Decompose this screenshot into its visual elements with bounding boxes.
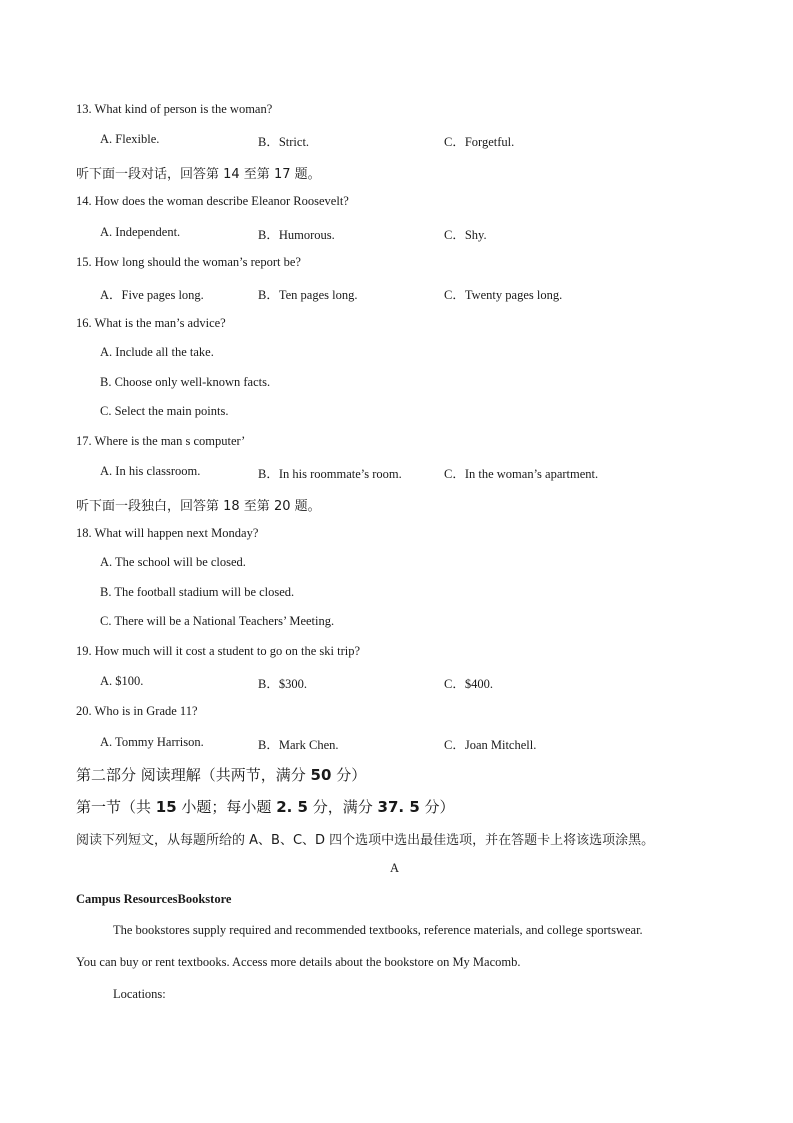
- question-17: 17. Where is the man s computer’: [76, 434, 246, 448]
- question-19: 19. How much will it cost a student to go on the ski trip?: [76, 644, 360, 658]
- section-total-score: 37. 5: [377, 798, 420, 816]
- part-title-score: 50: [310, 766, 332, 784]
- q16-option-c: C. Select the main points.: [100, 404, 229, 418]
- section-each-score: 2. 5: [276, 798, 308, 816]
- section-post: 分）: [419, 798, 455, 816]
- question-18: 18. What will happen next Monday?: [76, 526, 259, 540]
- q20-option-a: A. Tommy Harrison.: [100, 735, 204, 749]
- q17-option-c: C．In the woman’s apartment.: [444, 467, 599, 481]
- q15-option-a: A．Five pages long.: [100, 288, 204, 302]
- q13-option-b: B．Strict.: [258, 135, 310, 149]
- section-count: 15: [155, 798, 177, 816]
- passage-title: Campus ResourcesBookstore: [76, 892, 232, 906]
- passage-para1-line2: You can buy or rent textbooks. Access more details about the bookstore on My Macomb.: [76, 955, 521, 969]
- q13-option-c: C．Forgetful.: [444, 135, 515, 149]
- section-mid2: 分，满分: [308, 798, 378, 816]
- passage-letter: A: [390, 861, 400, 875]
- q15-option-c: C．Twenty pages long.: [444, 288, 563, 302]
- section-pre: 第一节（共: [76, 798, 156, 816]
- q16-option-b: B. Choose only well-known facts.: [100, 375, 271, 389]
- q20-option-b: B．Mark Chen.: [258, 738, 339, 752]
- q19-option-a: A. $100.: [100, 674, 144, 688]
- q20-option-c: C．Joan Mitchell.: [444, 738, 537, 752]
- q18-option-a: A. The school will be closed.: [100, 555, 246, 569]
- passage-locations: Locations:: [113, 987, 166, 1001]
- instruction-14-17: 听下面一段对话，回答第 14 至第 17 题。: [76, 167, 321, 182]
- part-two-title: [76, 764, 366, 785]
- q14-option-a: A. Independent.: [100, 225, 181, 239]
- question-14: 14. How does the woman describe Eleanor Roosevelt?: [76, 194, 349, 208]
- q16-option-a: A. Include all the take.: [100, 345, 214, 359]
- instruction-18-20: 听下面一段独白，回答第 18 至第 20 题。: [76, 499, 321, 514]
- section-one-title: [76, 796, 455, 817]
- q18-option-b: B. The football stadium will be closed.: [100, 585, 295, 599]
- q17-option-a: A. In his classroom.: [100, 464, 201, 478]
- q19-option-b: B．$300.: [258, 677, 307, 691]
- section-mid1: 小题；每小题: [176, 798, 277, 816]
- q15-option-b: B．Ten pages long.: [258, 288, 358, 302]
- part-title-pre: 第二部分 阅读理解（共两节，满分: [76, 766, 311, 784]
- q19-option-c: C．$400.: [444, 677, 493, 691]
- q13-option-a: A. Flexible.: [100, 132, 160, 146]
- passage-para1-line1: The bookstores supply required and recommended textbooks, reference materials, and college sportswear.: [113, 923, 643, 937]
- q17-option-b: B．In his roommate’s room.: [258, 467, 402, 481]
- q14-option-c: C．Shy.: [444, 228, 487, 242]
- question-15: 15. How long should the woman’s report be?: [76, 255, 301, 269]
- q14-option-b: B．Humorous.: [258, 228, 335, 242]
- part-title-post: 分）: [331, 766, 367, 784]
- question-20: 20. Who is in Grade 11?: [76, 704, 198, 718]
- question-13: 13. What kind of person is the woman?: [76, 102, 273, 116]
- question-16: 16. What is the man’s advice?: [76, 316, 226, 330]
- q18-option-c: C. There will be a National Teachers’ Meeting.: [100, 614, 335, 628]
- reading-instruction: 阅读下列短文，从每题所给的 A、B、C、D 四个选项中选出最佳选项，并在答题卡上将该选项涂黑。: [76, 833, 655, 848]
